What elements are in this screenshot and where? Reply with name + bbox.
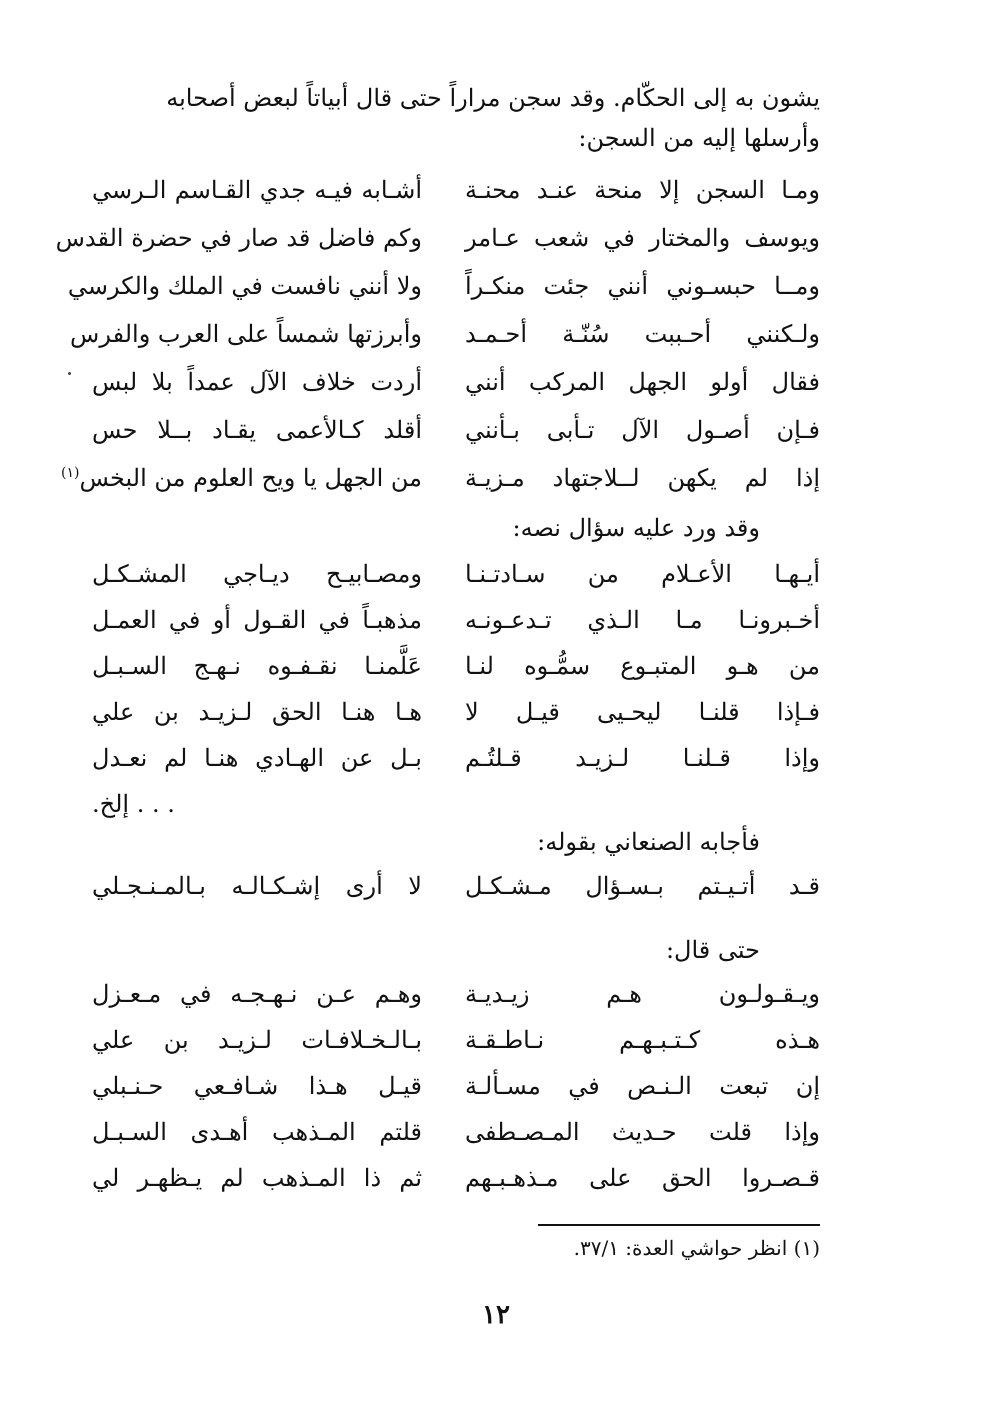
page-number: ١٢ [482, 1300, 510, 1330]
verse [0, 1016, 992, 1064]
hemistich-second: ومصـابيـح ديـاجي المشـكـل [92, 560, 422, 588]
hemistich-first: أخـبرونـا مـا الـذي تـدعـونـه [465, 606, 820, 634]
hemistich-second: أردت خلاف الآل عمداً بلا لبس [92, 368, 422, 396]
hemistich-second: عَلَّمنـا نقـفـوه نـهـج السـبـل [92, 652, 422, 680]
hemistich-first: إن تبعت الـنـص في مسـألـة [465, 1072, 820, 1100]
hemistich-second: بـالـخـلافـات لـزيـد بن علي [92, 1026, 422, 1054]
hemistich-second: مذهبـاً في القـول أو في العمـل [92, 606, 422, 634]
hemistich-second: هـا هنـا الحق لـزيـد بن علي [92, 698, 422, 726]
hemistich-second: ثم ذا المـذهب لم يـظهـر لي [92, 1164, 422, 1192]
verse [0, 262, 992, 310]
intro-line-2: وأرسلها إليه من السجن: [578, 124, 820, 152]
verse [0, 1062, 992, 1110]
verse [0, 688, 992, 736]
hemistich-first: ومــا حبسـوني أنني جئت منكـراً [465, 272, 820, 300]
hemistich-first: قـد أتـيـتم بـسـؤال مـشـكـل [465, 872, 820, 900]
verse [0, 310, 992, 358]
verse [0, 596, 992, 644]
scan-speck [68, 372, 71, 375]
verse [0, 550, 992, 598]
hemistich-second: أقلد كـالأعمى يقـاد بــلا حس [92, 416, 422, 444]
hemistich-first: من هـو المتبـوع سمُّـوه لنـا [465, 652, 820, 680]
hemistich-first: وإذا قلت حـديث المـصـطفى [465, 1118, 820, 1146]
hemistich-second: وهـم عـن نـهـجـه في مـعـزل [92, 980, 422, 1008]
verse [0, 862, 992, 910]
footnote: (١) انظر حواشي العدة: ٣٧/١. [573, 1236, 820, 1260]
until-label: حتى قال: [665, 936, 760, 964]
verse [0, 1108, 992, 1156]
hemistich-first: ويـقـولـون هـم زيـديـة [465, 980, 820, 1008]
footnote-ref: (١) [60, 465, 80, 481]
verse [0, 970, 992, 1018]
hemistich-second: وأبرزتها شمساً على العرب والفرس [70, 320, 422, 348]
hemistich-first: ويوسف والمختار في شعب عـامر [465, 224, 820, 252]
hemistich-first: ولـكنني أحـببت سُنّـة أحـمـد [465, 320, 820, 348]
hemistich-first: فقال أولو الجهل المركب أنني [465, 368, 820, 396]
hemistich-first: قـصـروا الحق على مـذهـبـهم [465, 1164, 820, 1192]
hemistich-first: فـإذا قلنـا ليحـيى قيـل لا [465, 698, 820, 726]
hemistich-second: . . . إلخ. [92, 790, 175, 818]
verse [0, 642, 992, 690]
hemistich-second: بـل عن الهـادي هنـا لم نعـدل [92, 744, 422, 772]
verse [0, 166, 992, 214]
intro-line-1: يشون به إلى الحكّام. وقد سجن مراراً حتى قال أبياتاً لبعض أصحابه [166, 84, 820, 112]
hemistich-first: أيـهـا الأعـلام من سـادتـنـا [465, 560, 820, 588]
verse [0, 358, 992, 406]
verse [0, 214, 992, 262]
hemistich-first: وإذا قـلنـا لـزيـد قـلتُـم [465, 744, 820, 772]
hemistich-second: أشـابه فيـه جدي القـاسم الـرسي [92, 176, 422, 204]
verse [0, 1154, 992, 1202]
verse [0, 406, 992, 454]
intro-paragraph [100, 78, 820, 158]
hemistich-first: إذا لم يكهن لــلاجتهاد مـزيـة [465, 464, 820, 492]
question-label: وقد ورد عليه سؤال نصه: [512, 514, 760, 542]
hemistich-second: قيـل هـذا شـافـعي حـنـبلي [92, 1072, 422, 1100]
hemistich-second: وكم فاضل قد صار في حضرة القدس [55, 224, 422, 252]
verse [0, 734, 992, 782]
hemistich-text: من الجهل يا ويح العلوم من البخس [79, 464, 422, 492]
hemistich-second [60, 454, 422, 502]
hemistich-second: ولا أنني نافست في الملك والكرسي [67, 272, 422, 300]
answer-label: فأجابه الصنعاني بقوله: [537, 828, 760, 856]
verse [0, 454, 992, 502]
hemistich-second: لا أرى إشـكـالـه بـالمـنـجـلي [92, 872, 422, 900]
hemistich-first: ومـا السجن إلا منحة عنـد محنـة [465, 176, 820, 204]
hemistich-first: فـإن أصـول الآل تـأبى بـأنني [465, 416, 820, 444]
verse [0, 780, 992, 828]
hemistich-second: قلتم المـذهب أهـدى السـبـل [92, 1118, 422, 1146]
hemistich-first: هـذه كـتـبـهـم نـاطـقـة [465, 1026, 820, 1054]
footnote-divider [538, 1224, 820, 1226]
